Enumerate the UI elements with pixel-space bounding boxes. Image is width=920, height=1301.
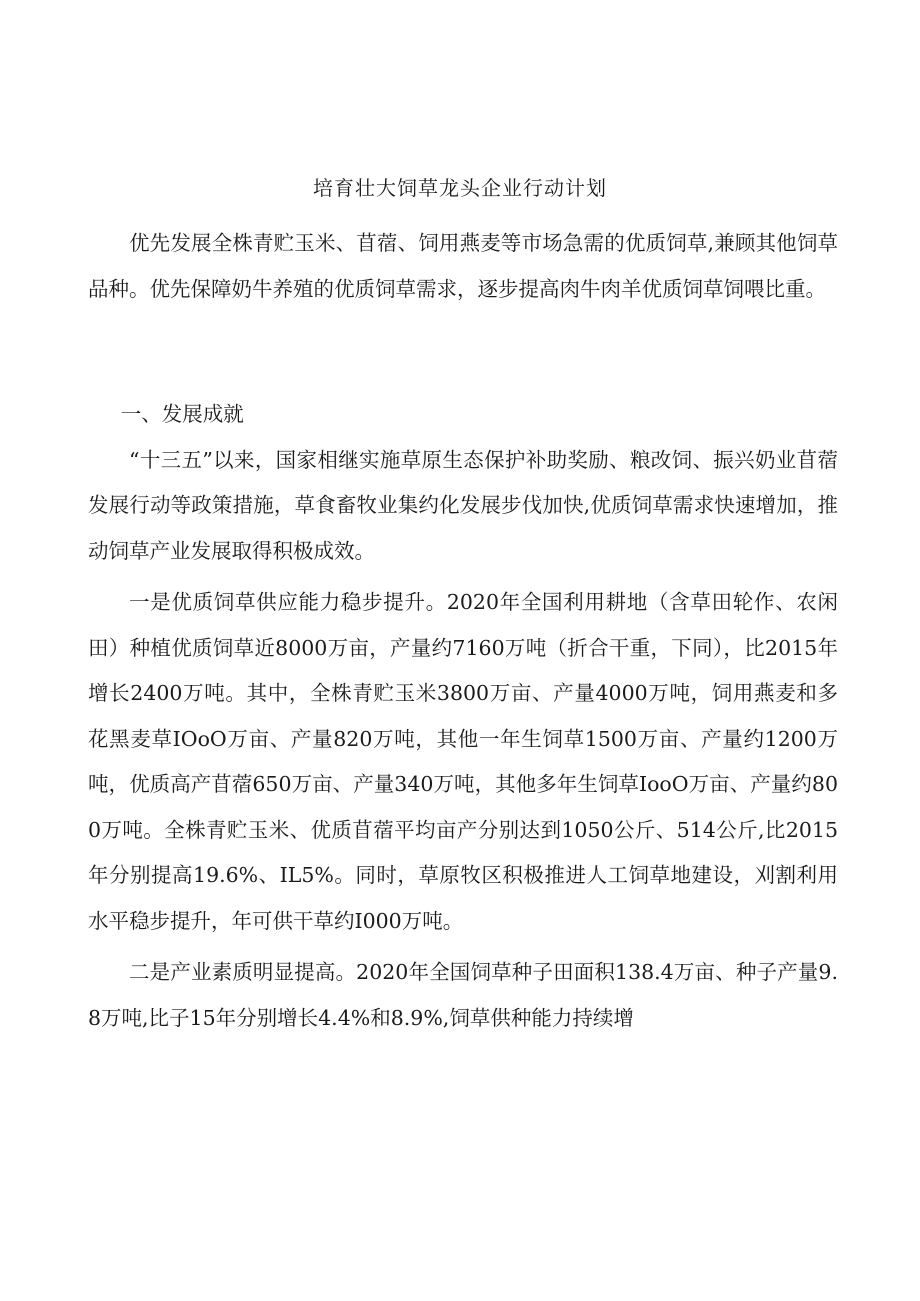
paragraph-achievements: “十三五”以来，国家相继实施草原生态保护补助奖励、粮改饲、振兴奶业苜蓿发展行动等政策措施，草食畜牧业集约化发展步伐加快,优质饲草需求快速增加，推动饲草产业发展取得积极成效。	[88, 447, 838, 563]
paragraph-industry-quality: 二是产业素质明显提高。2020年全国饲草种子田面积138.4万亩、种子产量9.8万吨,比子15年分别增长4.4%和8.9%,饲草供种能力持续增	[88, 960, 838, 1030]
paragraph-supply-capacity: 一是优质饲草供应能力稳步提升。2020年全国利用耕地（含草田轮作、农闲田）种植优质饲草近8000万亩，产量约7160万吨（折合干重，下同），比2015年增长2400万吨。其中，全株青贮玉米3800万亩、产量4000万吨，饲用燕麦和多花黑麦草IOoO万亩、产量820万吨，其他一年生饲草1500万亩、产量约1200万吨，优质高产苜蓿650万亩、产量340万吨，其他多年生饲草IooO万亩、产量约800万吨。全株青贮玉米、优质苜蓿平均亩产分别达到1050公斤、514公斤,比2015年分别提高19.6%、IL5%。同时，草原牧区积极推进人工饲草地建设，刈割利用水平稳步提升，年可供干草约I000万吨。	[88, 590, 838, 933]
intro-paragraph: 优先发展全株青贮玉米、苜蓿、饲用燕麦等市场急需的优质饲草,兼顾其他饲草品种。优先保障奶牛养殖的优质饲草需求，逐步提高肉牛肉羊优质饲草饲喂比重。	[88, 231, 838, 301]
section-heading: 一、发展成就	[120, 402, 244, 426]
section-1	[88, 392, 838, 1041]
intro-block	[88, 221, 838, 312]
document-title: 培育壮大饲草龙头企业行动计划	[313, 176, 607, 200]
